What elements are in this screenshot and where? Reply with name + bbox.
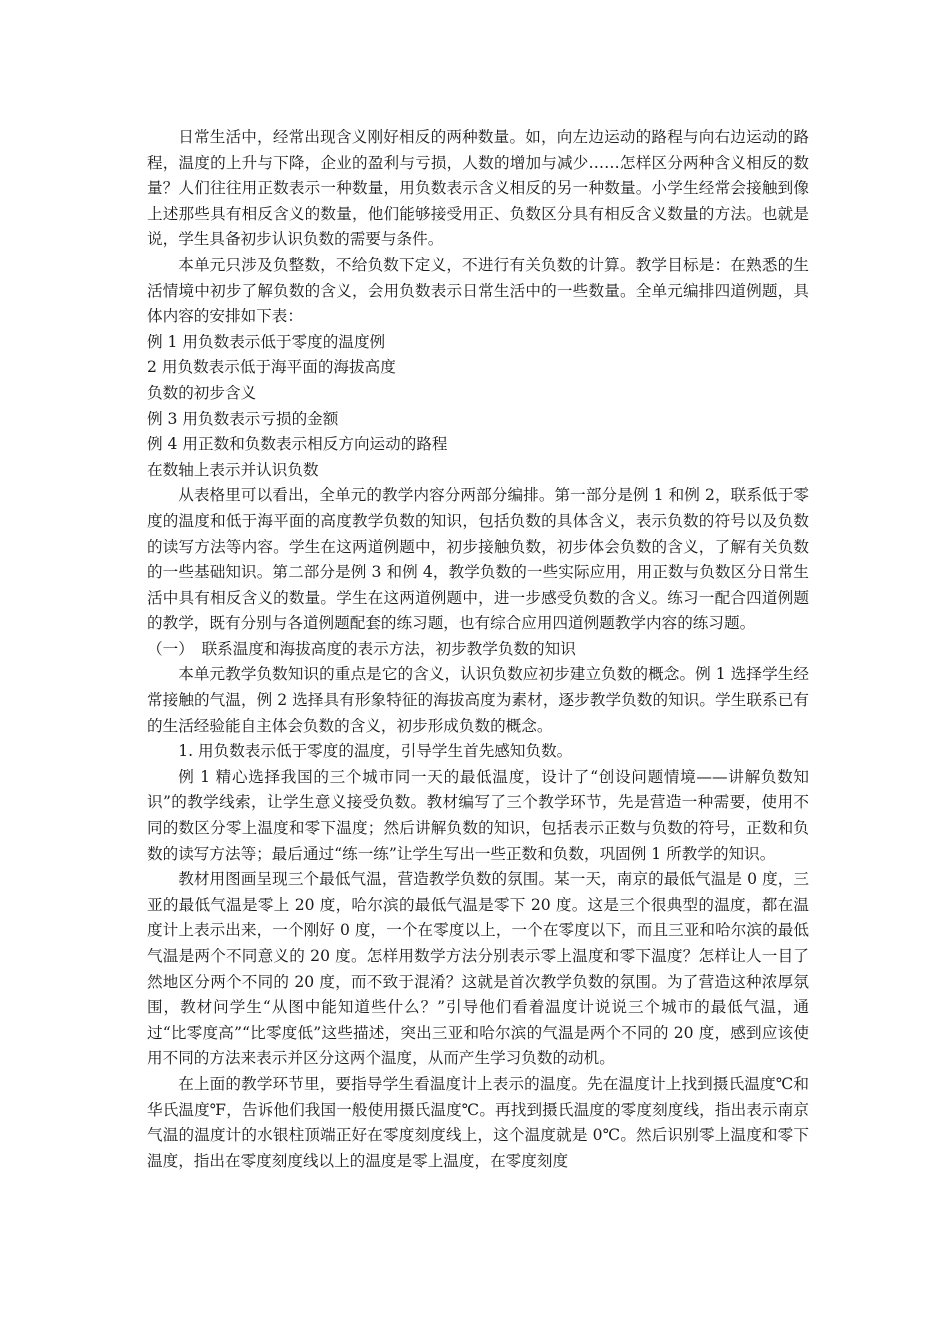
paragraph-unit-scope: 本单元只涉及负整数，不给负数下定义，不进行有关负数的计算。教学目标是：在熟悉的生活情境中初步了解负数的含义，会用负数表示日常生活中的一些数量。全单元编排四道例题，具体内容的安排如下表：: [147, 255, 809, 326]
table-line-example-3: 例 3 用负数表示亏损的金额: [147, 409, 339, 428]
paragraph-temperatures: 教材用图画呈现三个最低气温，营造教学负数的氛围。某一天，南京的最低气温是 0 度，三亚的最低气温是零上 20 度，哈尔滨的最低气温是零下 20 度。这是三个很典型的温度，都在温度计上表示出来，一个刚好 0 度，一个在零度以上，一个在零度以下，而且三亚和哈尔滨的最低气温是两个不同意义的 20 度。怎样用数学方法分别表示零上温度和零下温度？怎样让人一目了然地区分两个不同的 20 度，而不致于混淆？这就是首次教学负数的氛围。为了营造这种浓厚氛围，教材问学生“从图中能知道些什么？”引导他们看着温度计说说三个城市的最低气温，通过“比零度高”“比零度低”这些描述，突出三亚和哈尔滨的气温是两个不同的 20 度，感到应该使用不同的方法来表示并区分这两个温度，从而产生学习负数的动机。: [147, 870, 809, 1068]
subheading-1: 1. 用负数表示低于零度的温度，引导学生首先感知负数。: [178, 742, 573, 761]
paragraph-thermometer: 在上面的教学环节里，要指导学生看温度计上表示的温度。先在温度计上找到摄氏温度℃和华氏温度℉，告诉他们我国一般使用摄氏温度℃。再找到摄氏温度的零度刻度线，指出表示南京气温的温度计的水银柱顶端正好在零度刻度线上，这个温度就是 0℃。然后识别零上温度和零下温度，指出在零度刻度线以上的温度是零上温度，在零度刻度: [147, 1074, 809, 1170]
paragraph-key-point: 本单元教学负数知识的重点是它的含义，认识负数应初步建立负数的概念。例 1 选择学生经常接触的气温，例 2 选择具有形象特征的海拔高度为素材，逐步教学负数的知识。学生联系已有的生活经验能自主体会负数的含义，初步形成负数的概念。: [147, 665, 809, 735]
table-line-negative-meaning: 负数的初步含义: [147, 383, 257, 402]
document-page: [147, 125, 809, 1174]
paragraph-intro: 日常生活中，经常出现含义刚好相反的两种数量。如，向左边运动的路程与向右边运动的路程，温度的上升与下降，企业的盈利与亏损，人数的增加与减少……怎样区分两种含义相反的数量？人们往往用正数表示一种数量，用负数表示含义相反的另一种数量。小学生经常会接触到像上述那些具有相反含义的数量，他们能够接受用正、负数区分具有相反含义数量的方法。也就是说，学生具备初步认识负数的需要与条件。: [147, 128, 809, 249]
table-line-example-4: 例 4 用正数和负数表示相反方向运动的路程: [147, 435, 448, 454]
table-line-number-line: 在数轴上表示并认识负数: [147, 460, 319, 479]
paragraph-table-summary: 从表格里可以看出，全单元的教学内容分两部分编排。第一部分是例 1 和例 2，联系低于零度的温度和低于海平面的高度教学负数的知识，包括负数的具体含义，表示负数的符号以及负数的读写方法等内容。学生在这两道例题中，初步接触负数，初步体会负数的含义，了解有关负数的一些基础知识。第二部分是例 3 和例 4，教学负数的一些实际应用，用正数与负数区分日常生活中具有相反含义的数量。学生在这两道例题中，进一步感受负数的含义。练习一配合四道例题的教学，既有分别与各道例题配套的练习题，也有综合应用四道例题教学内容的练习题。: [147, 486, 809, 633]
paragraph-example-1: 例 1 精心选择我国的三个城市同一天的最低温度，设计了“创设问题情境——讲解负数知识”的教学线索，让学生意义接受负数。教材编写了三个教学环节，先是营造一种需要，使用不同的数区分零上温度和零下温度；然后讲解负数的知识，包括表示正数与负数的符号，正数和负数的读写方法等；最后通过“练一练”让学生写出一些正数和负数，巩固例 1 所教学的知识。: [147, 767, 809, 863]
table-line-example-1: 例 1 用负数表示低于零度的温度例: [147, 332, 386, 351]
section-heading-1: （一） 联系温度和海拔高度的表示方法，初步教学负数的知识: [147, 639, 576, 658]
table-line-example-2: 2 用负数表示低于海平面的海拔高度: [147, 358, 396, 377]
